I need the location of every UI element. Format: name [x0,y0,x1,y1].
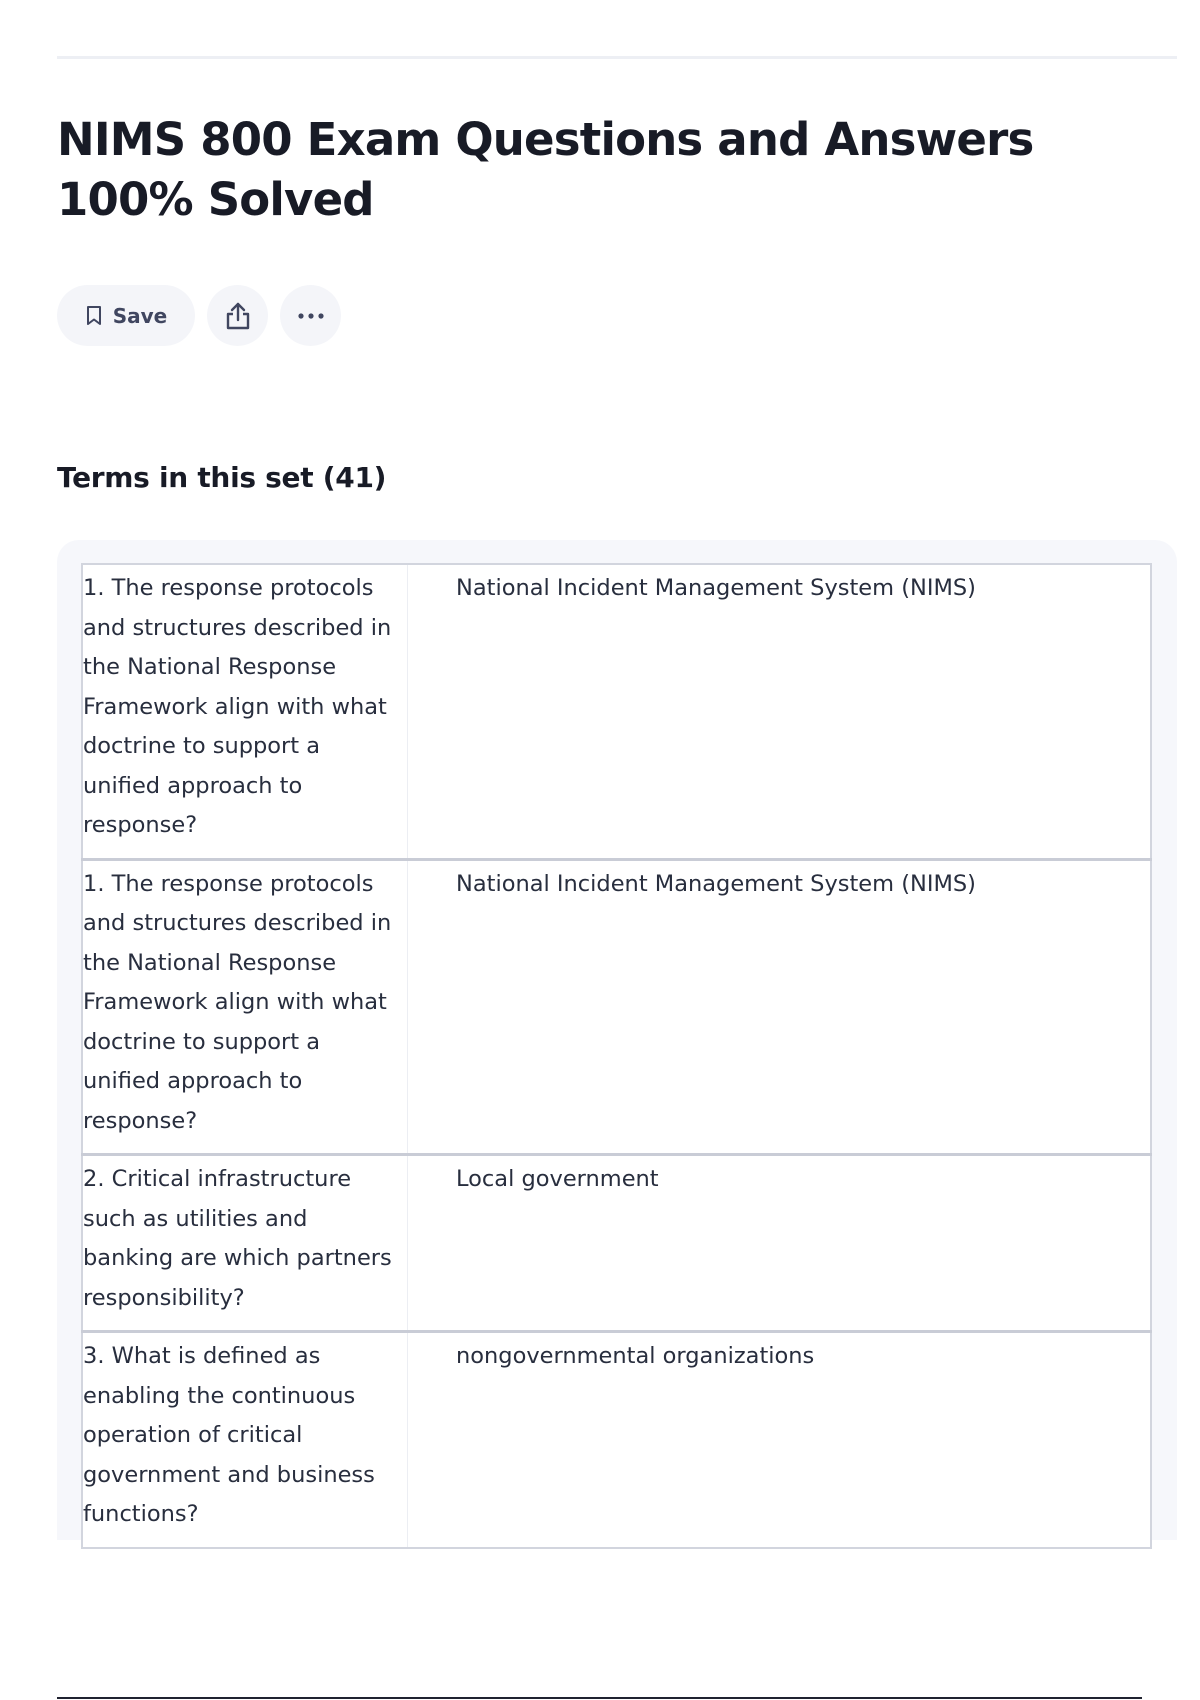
term-question: 3. What is defined as enabling the continuous operation of critical government and business functions? [82,1332,408,1548]
term-question: 1. The response protocols and structures described in the National Response Framework align with what doctrine to support a unified approach to response? [82,859,408,1155]
term-answer: Local government [456,1166,659,1192]
save-button[interactable] [57,285,195,346]
more-options-button[interactable] [280,285,341,346]
share-button[interactable] [207,285,268,346]
terms-table [81,563,1152,1549]
term-question: 1. The response protocols and structures described in the National Response Framework align with what doctrine to support a unified approach to response? [82,564,408,859]
table-row [82,859,1151,1155]
share-icon [223,300,253,332]
term-answer: nongovernmental organizations [456,1343,815,1369]
bookmark-icon [85,305,103,327]
terms-heading: Terms in this set (41) [57,461,387,494]
top-divider [57,56,1177,59]
save-label: Save [112,303,168,328]
table-row [82,1332,1151,1548]
table-row [82,1155,1151,1332]
table-row [82,564,1151,859]
more-horizontal-icon [296,312,326,320]
bottom-divider [57,1697,1142,1699]
page-title: NIMS 800 Exam Questions and Answers 100% Solved [57,113,1034,226]
term-answer: National Incident Management System (NIMS) [456,575,976,601]
term-answer: National Incident Management System (NIMS) [456,870,976,897]
action-bar [57,285,341,346]
term-question: 2. Critical infrastructure such as utilities and banking are which partners responsibility? [82,1155,408,1332]
